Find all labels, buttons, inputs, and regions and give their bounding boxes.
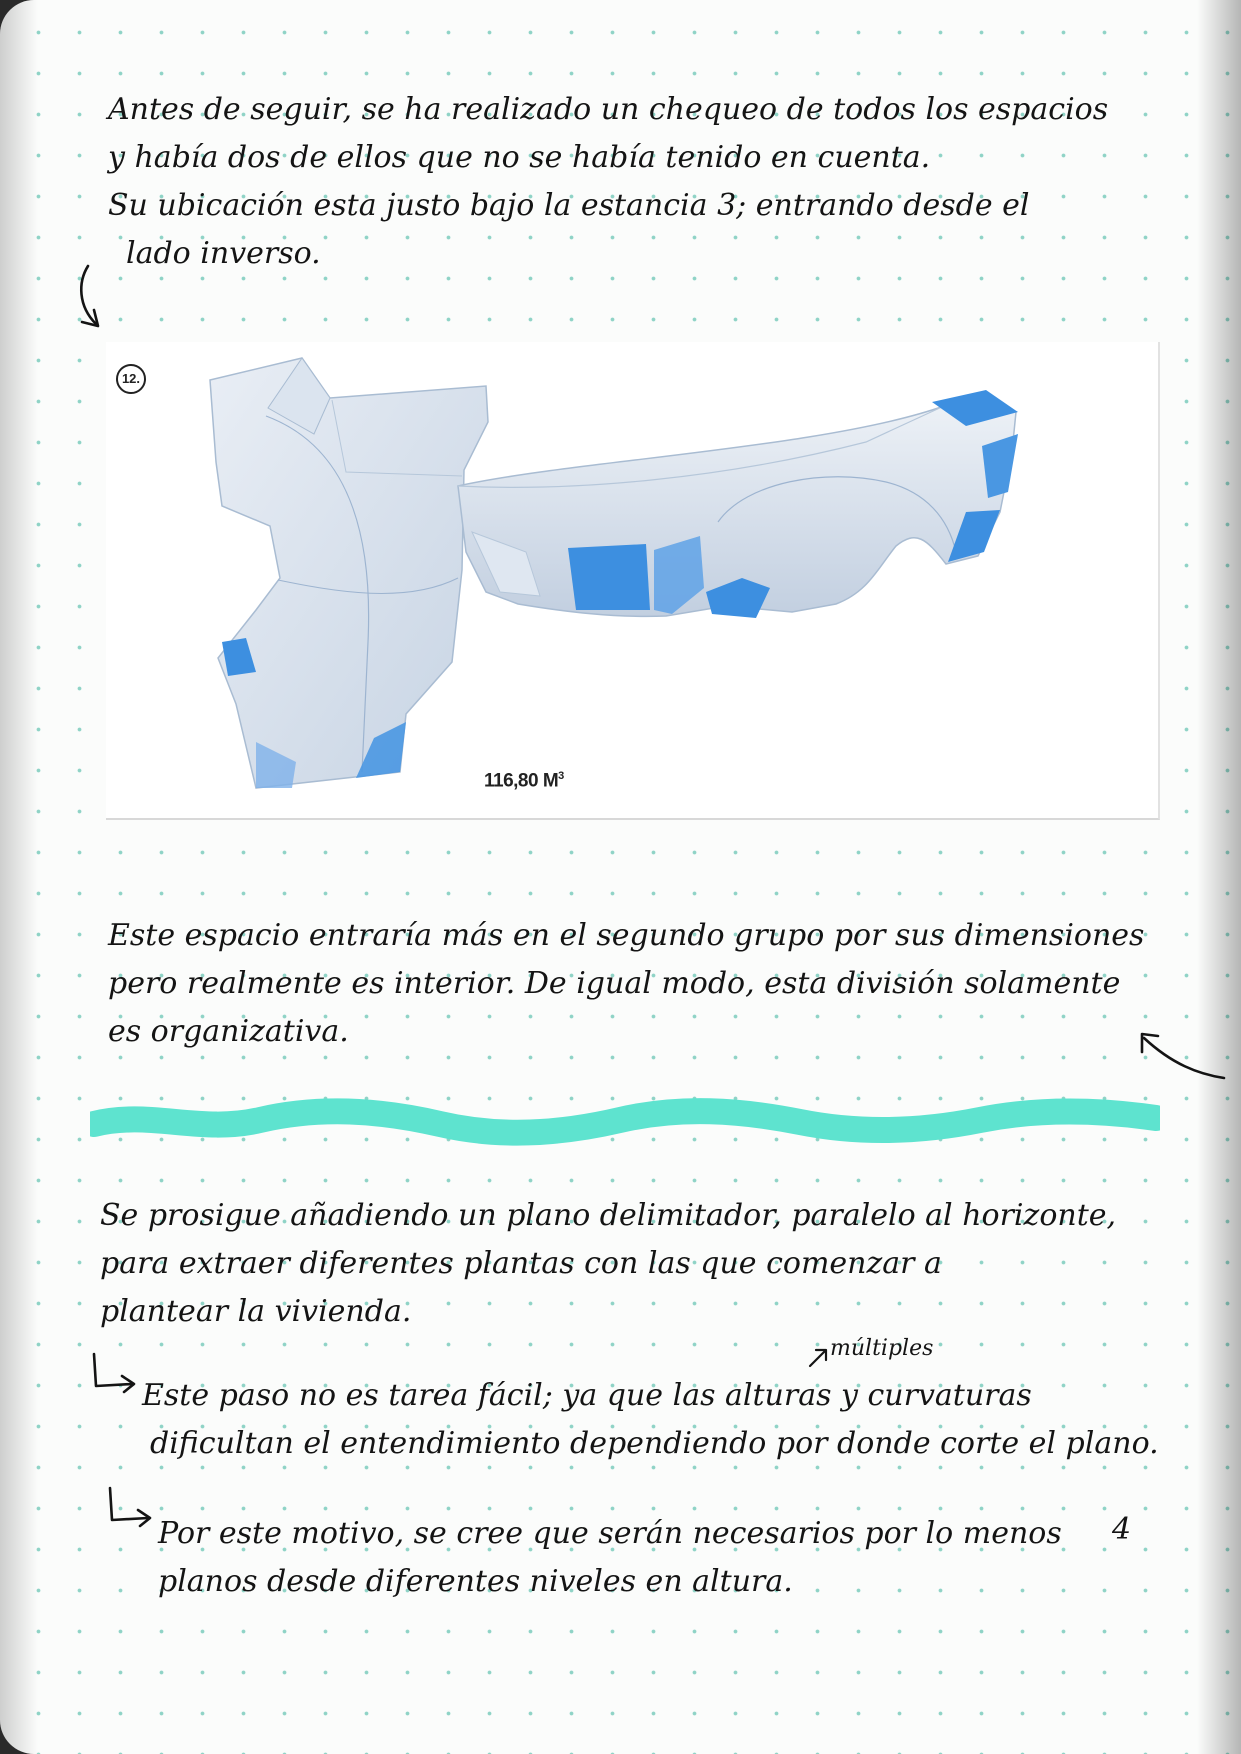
conclusion-paragraph bbox=[108, 912, 1144, 1056]
conclusion-line-2: pero realmente es interior. De igual modo, esta división solamente bbox=[108, 966, 1121, 1001]
intro-line-3: Su ubicación esta justo bajo la estancia 3; entrando desde el bbox=[108, 188, 1030, 223]
model-right-view bbox=[458, 390, 1018, 618]
section2-line-1: Se prosigue añadiendo un plano delimitador, paralelo al horizonte, bbox=[100, 1198, 1117, 1233]
bullet-arrow-icon bbox=[104, 1484, 158, 1532]
bullet2-line-2: planos desde diferentes niveles en altura. bbox=[158, 1564, 793, 1599]
figure-volume-caption bbox=[484, 770, 564, 792]
intro-paragraph bbox=[108, 86, 1108, 278]
bullet2-line-1: Por este motivo, se cree que serán necesarios por lo menos bbox=[158, 1516, 1062, 1551]
conclusion-line-3: es organizativa. bbox=[108, 1014, 349, 1049]
volume-value: 116,80 M bbox=[484, 770, 559, 792]
insert-arrow-icon bbox=[806, 1344, 832, 1370]
model-left-view bbox=[210, 358, 488, 788]
bullet2-paragraph bbox=[158, 1510, 1062, 1606]
model-figure bbox=[106, 342, 1160, 820]
intro-line-4: lado inverso. bbox=[126, 236, 321, 271]
bullet1-line-1: Este paso no es tarea fácil; ya que las alturas y curvaturas bbox=[142, 1378, 1032, 1413]
conclusion-line-1: Este espacio entraría más en el segundo grupo por sus dimensiones bbox=[108, 918, 1145, 953]
highlighter-divider bbox=[90, 1098, 1160, 1148]
curved-arrow-down-icon bbox=[72, 262, 112, 334]
section2-line-3: plantear la vivienda. bbox=[100, 1294, 412, 1329]
figure-number-badge: 12. bbox=[116, 364, 146, 394]
section2-paragraph bbox=[100, 1192, 1116, 1336]
volume-unit-exponent: 3 bbox=[558, 770, 564, 782]
bullet-arrow-icon bbox=[88, 1350, 142, 1398]
3d-space-model bbox=[106, 342, 1158, 818]
number-four-note: 4 bbox=[1112, 1512, 1132, 1547]
curved-arrow-up-icon bbox=[1132, 1024, 1232, 1084]
intro-line-2: y había dos de ellos que no se había tenido en cuenta. bbox=[108, 140, 931, 175]
bullet1-paragraph bbox=[142, 1372, 1159, 1468]
annotation-multiples: múltiples bbox=[830, 1336, 934, 1361]
bullet1-line-2: dificultan el entendimiento dependiendo por donde corte el plano. bbox=[150, 1426, 1159, 1461]
intro-line-1: Antes de seguir, se ha realizado un chequeo de todos los espacios bbox=[108, 92, 1109, 127]
section2-line-2: para extraer diferentes plantas con las que comenzar a bbox=[100, 1246, 942, 1281]
